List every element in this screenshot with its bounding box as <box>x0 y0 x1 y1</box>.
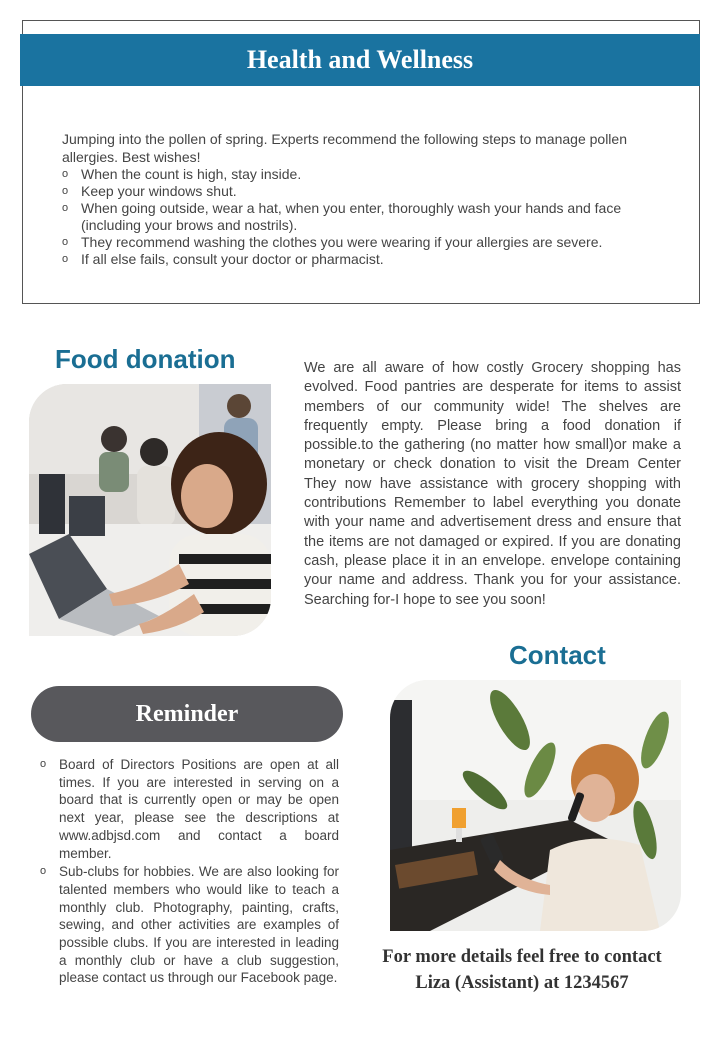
reminder-title: Reminder <box>135 700 239 727</box>
contact-details: For more details feel free to contact Liza (Assistant) at 1234567 <box>382 947 662 993</box>
reminder-title-pill <box>31 686 343 742</box>
health-title: Health and Wellness <box>246 45 474 74</box>
food-donation-heading: Food donation <box>55 344 236 374</box>
bullet-icon: o <box>40 865 47 878</box>
bullet-icon: o <box>62 202 69 214</box>
office-workers-photo <box>29 384 271 636</box>
list-item: o When the count is high, stay inside. <box>62 166 302 182</box>
contact-heading: Contact <box>509 640 606 670</box>
health-intro: Jumping into the pollen of spring. Experts recommend the following steps to manage pollen allergies. Best wishes! <box>62 131 627 165</box>
reminder-list <box>40 756 339 988</box>
bullet-icon: o <box>62 236 69 248</box>
bullet-icon: o <box>40 758 47 770</box>
list-item: o When going outside, wear a hat, when you enter, thoroughly wash your hands and face (including your brows and nostrils). <box>62 200 622 233</box>
food-donation-body: We are all aware of how costly Grocery shopping has evolved. Food pantries are desperate for items to assist members of our community wide! The shelves are frequently empty. Please bring a food donation if possible.to the gathering (no matter how small)or make a monetary or check donation to visit the Dream Center They now have assistance with grocery shopping with contributions Remember to label everything you donate with your name and advertisement dress and ensure that the items are not damaged or expired. If you are donating cash, please place it in an envelope. envelope containing your name and address. Thank you for your assistance. Searching for-I hope to see you soon! <box>304 360 681 608</box>
bullet-icon: o <box>62 185 69 197</box>
list-item: o Board of Directors Positions are open at all times. If you are interested in serving on a board that is currently open or may be open next year, please see the descriptions at www.adbjsd.com and contact a board member. <box>40 757 339 861</box>
bullet-icon: o <box>62 168 69 180</box>
list-item: o They recommend washing the clothes you were wearing if your allergies are severe. <box>62 234 603 250</box>
health-tips-list <box>62 166 666 268</box>
bullet-icon: o <box>62 253 69 265</box>
list-item: o Sub-clubs for hobbies. We are also looking for talented members who would like to teach a monthly club. Photography, painting, crafts, sewing, and other activities are examples of possible clubs. If you are interested in leading a monthly club or have a club suggestion, please contact us through our Facebook page. <box>40 864 339 986</box>
woman-on-phone-photo <box>390 680 681 931</box>
list-item: o Keep your windows shut. <box>62 183 237 199</box>
health-title-banner <box>20 34 700 86</box>
list-item: o If all else fails, consult your doctor or pharmacist. <box>62 251 384 267</box>
